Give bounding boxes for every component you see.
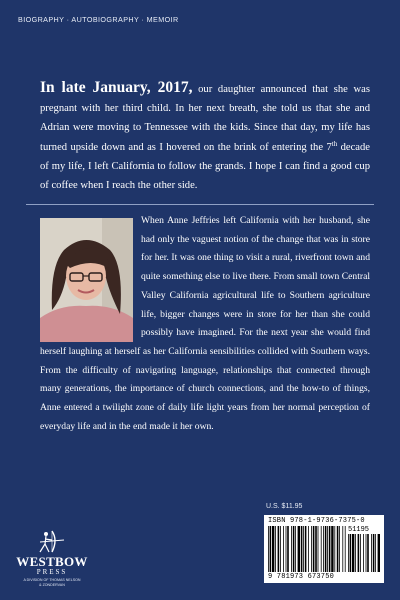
publisher-tagline-2: & ZONDERVAN bbox=[39, 583, 65, 587]
publisher-tagline bbox=[12, 578, 92, 588]
ean-number-text: 9 781973 673750 bbox=[268, 573, 335, 581]
price-code-text: 51195 bbox=[348, 526, 370, 534]
price-barcode-icon bbox=[348, 534, 380, 572]
isbn-text: ISBN 978-1-9736-7375-0 bbox=[268, 517, 365, 525]
blurb-text-part1: our daughter announced that she was pregnant with her third child. In her next breath, she told us that she and Adrian were moving to Tennessee with the kids. Since that day, my life has turned upside down and as I hovered on the brink of entering the 7 bbox=[40, 84, 371, 153]
blurb-lead: In late January, 2017, bbox=[40, 79, 193, 96]
blurb-superscript: th bbox=[331, 139, 338, 148]
publisher-logo bbox=[12, 528, 92, 594]
ean-barcode-icon bbox=[268, 526, 346, 572]
divider-line bbox=[26, 204, 374, 205]
publisher-name: WESTBOW bbox=[16, 554, 88, 569]
publisher-press: PRESS bbox=[36, 568, 68, 576]
blurb-paragraph bbox=[40, 78, 370, 195]
category-label: BIOGRAPHY · AUTOBIOGRAPHY · MEMOIR bbox=[18, 15, 179, 24]
price-label: U.S. $11.95 bbox=[266, 503, 303, 510]
publisher-tagline-1: A DIVISION OF THOMAS NELSON bbox=[23, 578, 81, 582]
archer-icon bbox=[12, 528, 92, 556]
barcode bbox=[264, 515, 384, 583]
blurb-text-part2: decade of my life, I left California to follow the grands. I hope I can find a good cup of coffee when I reach the other side. bbox=[40, 141, 370, 192]
bio-text: When Anne Jeffries left California with her husband, she had only the vaguest notion of the change that was in store for her. It was one thing to visit a rural, riverfront town and quite something else to live there. From small town Central Valley California agricultural life to Southern agriculture life, bigger changes were in store for her than she could possibly have imagined. For the next year she would find herself laughing at herself as her California sensibilities collided with Southern ways. From the difficulty of navigating language, relationships that connected through many generations, the importance of church connections, and the how-to of things, Anne entered a twilight zone of daily life light years from her normal perception of everyday life and in the end made it her own. bbox=[40, 215, 370, 432]
author-bio bbox=[40, 212, 370, 436]
